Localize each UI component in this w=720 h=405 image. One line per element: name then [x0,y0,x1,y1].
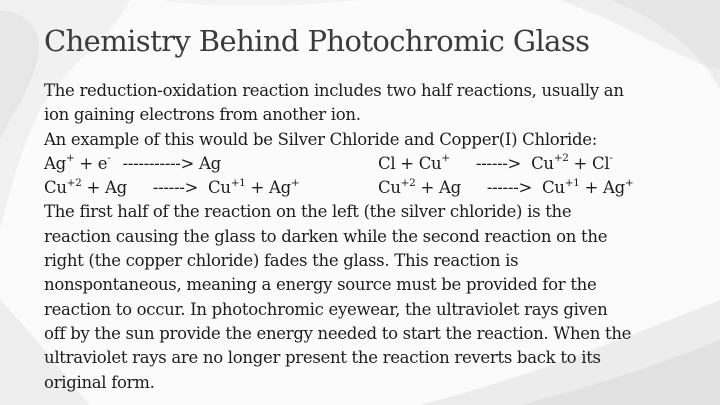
explanation-line: right (the copper chloride) fades the glass. This reaction is [44,251,519,271]
explanation-line: original form. [44,372,155,392]
equation-row-2 [44,176,694,200]
intro-line: The reduction-oxidation reaction includes two half reactions, usually an [44,81,624,100]
intro-line: ion gaining electrons from another ion. [44,105,361,125]
copper-oxidation-equation: Cl + Cu+ ------> $Cu^{+2} + Cl^-$ [378,152,613,173]
copper-silver-equation-right: $Cu^{+2} + Ag$ ------> $Cu^{+1} + Ag^+$ [378,176,634,198]
intro-line: An example of this would be Silver Chloride and Copper(I) Chloride: [44,129,597,149]
equation-row-1 [44,152,694,176]
explanation-line: nonspontaneous, meaning a energy source must be provided for the [44,275,597,295]
explanation-line: The first half of the reaction on the left (the silver chloride) is the [44,202,572,222]
explanation-line: reaction to occur. In photochromic eyewear, the ultraviolet rays given [44,299,608,319]
explanation-line: reaction causing the glass to darken while the second reaction on the [44,226,608,246]
slide-title: Chemistry Behind Photochromic Glass [44,24,590,58]
silver-reduction-equation: Ag+ + e- -----------> Ag [44,152,221,173]
copper-silver-equation-left: $Cu^{+2} + Ag$ ------> $Cu^{+1} + Ag^+$ [44,176,300,198]
explanation-line: ultraviolet rays are no longer present the reaction reverts back to its [44,348,601,368]
slide-body [44,79,694,395]
explanation-line: off by the sun provide the energy needed to start the reaction. When the [44,323,632,343]
